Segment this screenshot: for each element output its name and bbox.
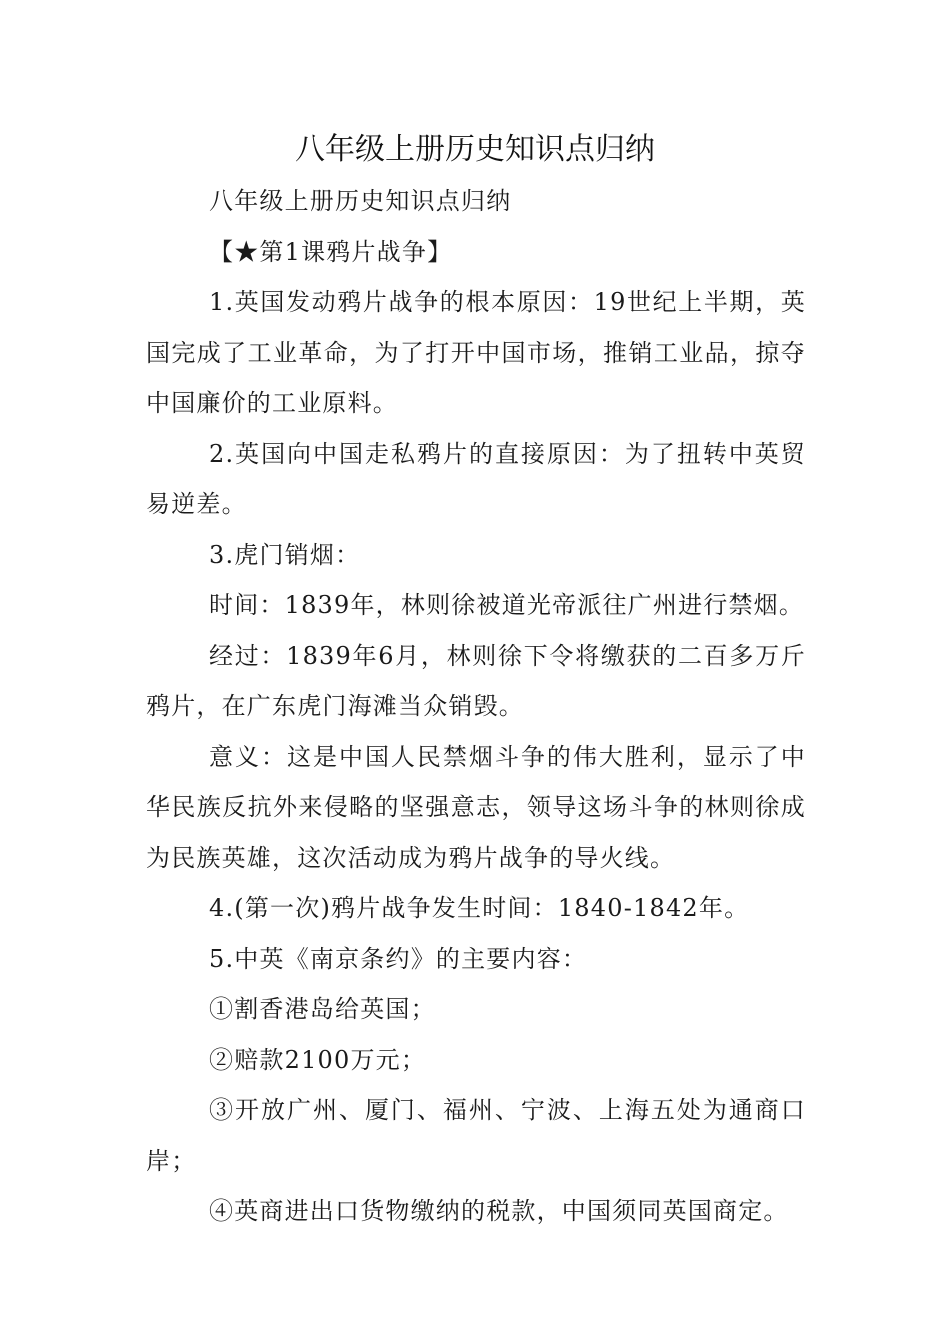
paragraph: 经过：1839年6月，林则徐下令将缴获的二百多万斤鸦片，在广东虎门海滩当众销毁。: [146, 641, 806, 720]
paragraph: 3.虎门销烟：: [209, 540, 361, 569]
paragraph: 意义：这是中国人民禁烟斗争的伟大胜利，显示了中华民族反抗外来侵略的坚强意志，领导这场斗争的林则徐成为民族英雄，这次活动成为鸦片战争的导火线。: [146, 742, 806, 872]
subtitle-paragraph: 八年级上册历史知识点归纳: [209, 187, 512, 215]
lesson-heading: 【★第1课鸦片战争】: [209, 237, 453, 266]
paragraph: 1.英国发动鸦片战争的根本原因：19世纪上半期，英国完成了工业革命，为了打开中国市场，推销工业品，掠夺中国廉价的工业原料。: [146, 288, 806, 417]
list-item: ②赔款2100万元；: [209, 1045, 427, 1074]
paragraph: 4.(第一次)鸦片战争发生时间：1840-1842年。: [209, 894, 750, 922]
paragraph: 2.英国向中国走私鸦片的直接原因：为了扭转中英贸易逆差。: [146, 439, 806, 518]
paragraph: 时间：1839年，林则徐被道光帝派往广州进行禁烟。: [209, 591, 805, 619]
document-body: [146, 176, 806, 1237]
list-item: ③开放广州、厦门、福州、宁波、上海五处为通商口岸；: [146, 1096, 806, 1175]
list-item: ①割香港岛给英国；: [209, 995, 436, 1023]
list-item: ④英商进出口货物缴纳的税款，中国须同英国商定。: [209, 1197, 789, 1225]
document-title: 八年级上册历史知识点归纳: [295, 132, 655, 167]
paragraph: 5.中英《南京条约》的主要内容：: [209, 944, 588, 973]
